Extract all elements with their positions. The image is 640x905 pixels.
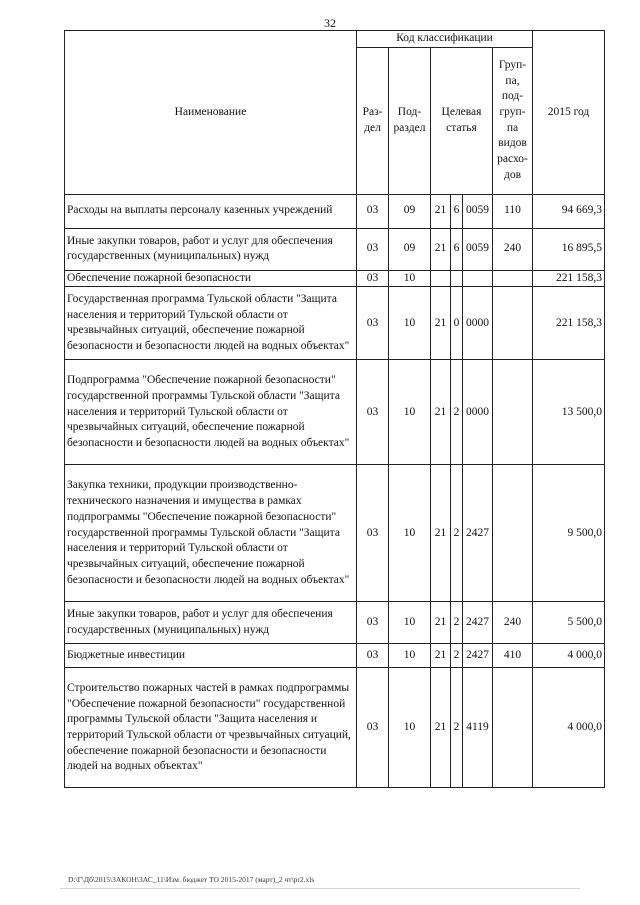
row-group-cell (493, 270, 533, 287)
column-header-target-article: Целевая статья (431, 47, 493, 194)
row-section-cell: 03 (357, 194, 389, 228)
row-amount-cell: 13 500,0 (533, 360, 605, 465)
row-target-article-part2-cell: 2 (451, 360, 463, 465)
row-subsection-cell: 10 (389, 644, 431, 668)
row-target-article-part2-cell: 6 (451, 194, 463, 228)
scan-artifact-line (60, 888, 580, 889)
column-header-group: Груп- па, под- груп- па видов расхо- дов (493, 47, 533, 194)
row-amount-cell: 221 158,3 (533, 270, 605, 287)
column-header-subsection: Под- раздел (389, 47, 431, 194)
row-subsection-cell: 09 (389, 228, 431, 270)
row-target-article-part3-cell: 2427 (463, 602, 493, 644)
table-body (65, 194, 605, 788)
row-target-article-part3-cell (463, 270, 493, 287)
row-section-cell: 03 (357, 465, 389, 602)
row-amount-cell: 221 158,3 (533, 287, 605, 360)
row-group-cell (493, 360, 533, 465)
row-group-cell (493, 668, 533, 788)
table-row (65, 668, 605, 788)
row-section-cell: 03 (357, 270, 389, 287)
table-row (65, 360, 605, 465)
row-group-cell: 240 (493, 228, 533, 270)
row-subsection-cell: 10 (389, 465, 431, 602)
row-target-article-part1-cell (431, 270, 451, 287)
table-row (65, 270, 605, 287)
row-group-cell: 110 (493, 194, 533, 228)
row-section-cell: 03 (357, 668, 389, 788)
row-section-cell: 03 (357, 360, 389, 465)
row-target-article-part1-cell: 21 (431, 360, 451, 465)
row-target-article-part3-cell: 2427 (463, 644, 493, 668)
row-name-cell: Государственная программа Тульской области "Защита населения и территорий Тульской области от чрезвычайных ситуаций, обеспечение пожарной безопасности и безопасности людей на водных объектах" (65, 287, 357, 360)
row-target-article-part3-cell: 2427 (463, 465, 493, 602)
table-row (65, 465, 605, 602)
row-amount-cell: 4 000,0 (533, 644, 605, 668)
row-section-cell: 03 (357, 228, 389, 270)
column-header-name: Наименование (65, 31, 357, 195)
column-header-year: 2015 год (533, 31, 605, 195)
row-group-cell (493, 287, 533, 360)
row-group-cell: 410 (493, 644, 533, 668)
row-target-article-part2-cell: 2 (451, 465, 463, 602)
row-section-cell: 03 (357, 602, 389, 644)
table-row (65, 644, 605, 668)
row-target-article-part1-cell: 21 (431, 644, 451, 668)
row-name-cell: Иные закупки товаров, работ и услуг для обеспечения государственных (муниципальных) нужд (65, 602, 357, 644)
row-target-article-part1-cell: 21 (431, 465, 451, 602)
row-name-cell: Расходы на выплаты персоналу казенных учреждений (65, 194, 357, 228)
row-group-cell (493, 465, 533, 602)
row-group-cell: 240 (493, 602, 533, 644)
row-name-cell: Иные закупки товаров, работ и услуг для обеспечения государственных (муниципальных) нужд (65, 228, 357, 270)
row-amount-cell: 5 500,0 (533, 602, 605, 644)
row-target-article-part1-cell: 21 (431, 602, 451, 644)
page-number: 32 (324, 16, 336, 30)
row-name-cell: Обеспечение пожарной безопасности (65, 270, 357, 287)
table-row (65, 228, 605, 270)
row-target-article-part1-cell: 21 (431, 287, 451, 360)
row-amount-cell: 4 000,0 (533, 668, 605, 788)
row-name-cell: Закупка техники, продукции производственно-технического назначения и имущества в рамках подпрограммы "Обеспечение пожарной безопасности" государственной программы Тульской области "Защита населения и территорий Тульской области от чрезвычайных ситуаций, обеспечение пожарной безопасности и безопасности людей на водных объектах" (65, 465, 357, 602)
row-target-article-part3-cell: 0000 (463, 287, 493, 360)
table-row (65, 194, 605, 228)
row-name-cell: Подпрограмма "Обеспечение пожарной безопасности" государственной программы Тульской области "Защита населения и территорий Тульской области от чрезвычайных ситуаций, обеспечение пожарной безопасности и безопасности людей на водных объектах" (65, 360, 357, 465)
row-name-cell: Бюджетные инвестиции (65, 644, 357, 668)
budget-table (64, 30, 605, 788)
row-target-article-part2-cell: 2 (451, 602, 463, 644)
row-subsection-cell: 10 (389, 668, 431, 788)
column-header-code: Код классификации (357, 31, 533, 48)
row-target-article-part1-cell: 21 (431, 668, 451, 788)
row-subsection-cell: 09 (389, 194, 431, 228)
row-section-cell: 03 (357, 287, 389, 360)
row-target-article-part3-cell: 0059 (463, 194, 493, 228)
row-target-article-part2-cell: 0 (451, 287, 463, 360)
row-subsection-cell: 10 (389, 287, 431, 360)
row-target-article-part3-cell: 0059 (463, 228, 493, 270)
row-subsection-cell: 10 (389, 270, 431, 287)
file-path-footer: D:\Г\Дб\2015\ЗАКОН\ЗАС_11\Изм. бюджет ТО 2015-2017 (март)_2 чт\pr2.xls (68, 875, 315, 884)
row-target-article-part2-cell: 2 (451, 668, 463, 788)
row-target-article-part2-cell: 6 (451, 228, 463, 270)
row-target-article-part2-cell: 2 (451, 644, 463, 668)
table-row (65, 287, 605, 360)
row-section-cell: 03 (357, 644, 389, 668)
row-target-article-part2-cell (451, 270, 463, 287)
row-amount-cell: 9 500,0 (533, 465, 605, 602)
row-target-article-part3-cell: 0000 (463, 360, 493, 465)
column-header-section: Раз- дел (357, 47, 389, 194)
row-subsection-cell: 10 (389, 602, 431, 644)
table-row (65, 602, 605, 644)
row-name-cell: Строительство пожарных частей в рамках подпрограммы "Обеспечение пожарной безопасности" государственной программы Тульской области "Защита населения и территорий Тульской области от чрезвычайных ситуаций, обеспечение пожарной безопасности и безопасности людей на водных объектах" (65, 668, 357, 788)
row-amount-cell: 16 895,5 (533, 228, 605, 270)
row-subsection-cell: 10 (389, 360, 431, 465)
row-target-article-part3-cell: 4119 (463, 668, 493, 788)
row-target-article-part1-cell: 21 (431, 228, 451, 270)
row-amount-cell: 94 669,3 (533, 194, 605, 228)
row-target-article-part1-cell: 21 (431, 194, 451, 228)
